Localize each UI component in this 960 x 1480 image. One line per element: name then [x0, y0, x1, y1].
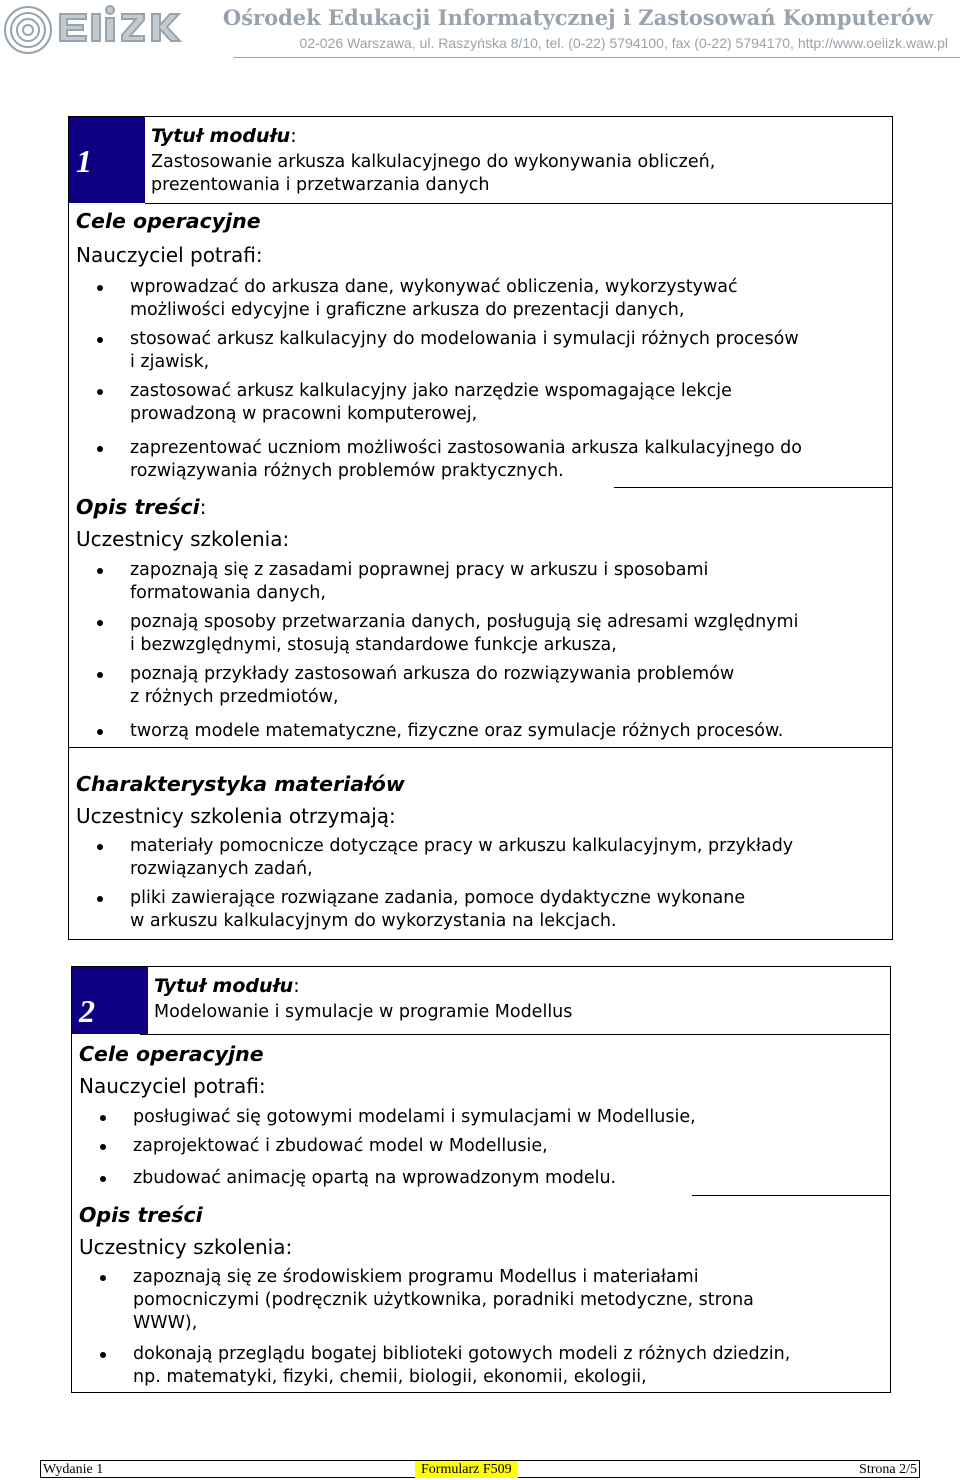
- content-heading: Opis treści: [79, 1203, 203, 1227]
- materials-heading: Charakterystyka materiałów: [76, 772, 405, 796]
- divider: [692, 1195, 890, 1196]
- bullet-icon: [100, 1352, 106, 1358]
- goals-heading: Cele operacyjne: [76, 209, 261, 233]
- oeiizk-logo: [2, 2, 227, 58]
- materials-subheading: Uczestnicy szkolenia otrzymają:: [76, 804, 396, 828]
- list-item: wprowadzać do arkusza dane, wykonywać obliczenia, wykorzystywać możliwości edycyjne i graficzne arkusza do prezentacji danych,: [75, 276, 886, 322]
- divider: [69, 747, 892, 748]
- header-rule: [234, 57, 960, 58]
- module-1-box: [68, 116, 893, 940]
- bullet-icon: [97, 337, 103, 343]
- module-title: Zastosowanie arkusza kalkulacyjnego do wykonywania obliczeń, prezentowania i przetwarzania danych: [151, 152, 716, 195]
- bullet-icon: [97, 896, 103, 902]
- list-item: poznają sposoby przetwarzania danych, posługują się adresami względnymi i bezwzględnymi, stosują standardowe funkcje arkusza,: [75, 611, 886, 657]
- module-2-box: [71, 966, 891, 1393]
- list-item: materiały pomocnicze dotyczące pracy w arkuszu kalkulacyjnym, przykłady rozwiązanych zadań,: [75, 835, 886, 881]
- module-title: Modelowanie i symulacje w programie Modellus: [154, 1002, 573, 1022]
- bullet-icon: [97, 672, 103, 678]
- bullet-icon: [100, 1176, 106, 1182]
- bullet-icon: [97, 729, 103, 735]
- page-footer: [40, 1460, 920, 1478]
- bullet-icon: [97, 844, 103, 850]
- page-header: [0, 0, 960, 60]
- bullet-icon: [97, 389, 103, 395]
- bullet-icon: [97, 620, 103, 626]
- content-subheading: Uczestnicy szkolenia:: [76, 527, 290, 551]
- bullet-icon: [100, 1275, 106, 1281]
- goals-heading: Cele operacyjne: [79, 1042, 264, 1066]
- module-title-cell: [145, 117, 892, 203]
- divider: [145, 203, 892, 204]
- edition-label: Wydanie 1: [43, 1462, 104, 1477]
- module-number: 2: [72, 967, 148, 1034]
- module-title-cell: [148, 967, 890, 1034]
- bullet-icon: [97, 568, 103, 574]
- organization-title: Ośrodek Edukacji Informatycznej i Zastosowań Komputerów: [222, 5, 933, 30]
- list-item: dokonają przeglądu bogatej biblioteki gotowych modeli z różnych dziedzin, np. matematyki, fizyki, chemii, biologii, ekonomii, ekologii,: [78, 1343, 884, 1389]
- list-item: tworzą modele matematyczne, fizyczne oraz symulacje różnych procesów.: [75, 720, 886, 743]
- list-item: poznają przykłady zastosowań arkusza do rozwiązywania problemów z różnych przedmiotów,: [75, 663, 886, 709]
- bullet-icon: [97, 285, 103, 291]
- bullet-icon: [97, 446, 103, 452]
- list-item: stosować arkusz kalkulacyjny do modelowania i symulacji różnych procesów i zjawisk,: [75, 328, 886, 374]
- content-subheading: Uczestnicy szkolenia:: [79, 1235, 293, 1259]
- content-heading: Opis treści:: [76, 495, 207, 519]
- list-item: zastosować arkusz kalkulacyjny jako narzędzie wspomagające lekcje prowadzoną w pracowni komputerowej,: [75, 380, 886, 426]
- divider: [140, 1034, 890, 1035]
- module-number: 1: [69, 117, 145, 203]
- list-item: posługiwać się gotowymi modelami i symulacjami w Modellusie,: [78, 1106, 884, 1129]
- list-item: zaprojektować i zbudować model w Modellusie,: [78, 1135, 884, 1158]
- bullet-icon: [100, 1144, 106, 1150]
- module-title-label: Tytuł modułu:: [151, 125, 297, 147]
- goals-subheading: Nauczyciel potrafi:: [76, 243, 263, 267]
- list-item: zapoznają się z zasadami poprawnej pracy w arkuszu i sposobami formatowania danych,: [75, 559, 886, 605]
- organization-address: 02-026 Warszawa, ul. Raszyńska 8/10, tel. (0-22) 5794100, fax (0-22) 5794170, http://www.oeiizk.waw.pl: [299, 35, 948, 51]
- list-item: pliki zawierające rozwiązane zadania, pomoce dydaktyczne wykonane w arkuszu kalkulacyjnym do wykorzystania na lekcjach.: [75, 887, 886, 933]
- page-number: Strona 2/5: [859, 1462, 917, 1477]
- bullet-icon: [100, 1115, 106, 1121]
- form-number: Formularz F509: [415, 1461, 518, 1478]
- module-title-label: Tytuł modułu:: [154, 975, 300, 997]
- list-item: zapoznają się ze środowiskiem programu Modellus i materiałami pomocniczymi (podręcznik użytkownika, poradniki metodyczne, strona WWW),: [78, 1266, 884, 1335]
- divider: [614, 487, 892, 488]
- list-item: zbudować animację opartą na wprowadzonym modelu.: [78, 1167, 884, 1190]
- list-item: zaprezentować uczniom możliwości zastosowania arkusza kalkulacyjnego do rozwiązywania różnych problemów praktycznych.: [75, 437, 886, 483]
- goals-subheading: Nauczyciel potrafi:: [79, 1074, 266, 1098]
